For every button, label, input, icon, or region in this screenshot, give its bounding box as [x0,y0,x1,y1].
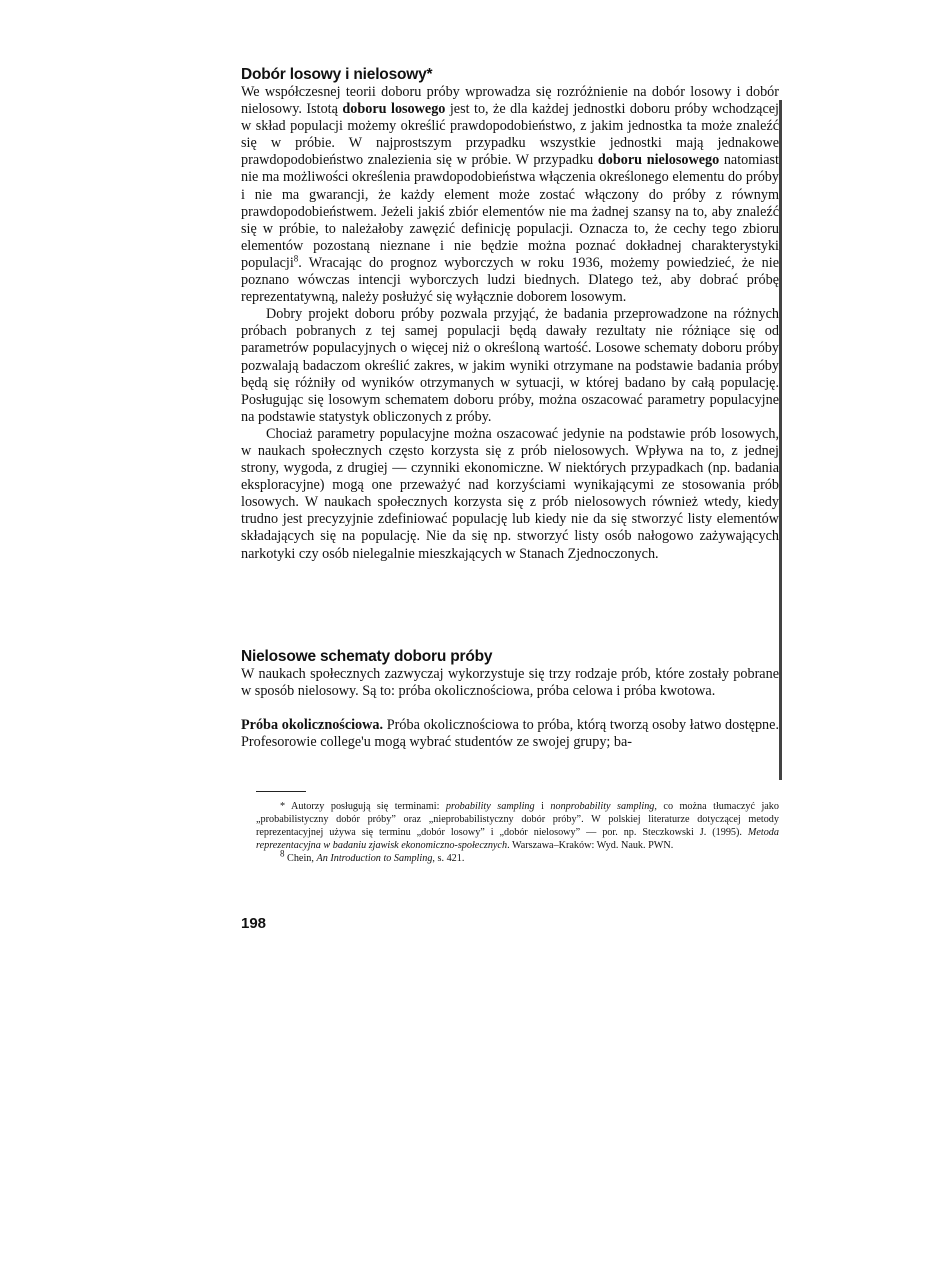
term-random-sampling: doboru losowego [342,101,446,118]
footnote-ref-8: 8 [293,253,299,264]
paragraph-intro: W naukach społecznych zazwyczaj wykorzystuje się trzy rodzaje prób, które zostały pobrane w sposób nielosowy. Są to: próba okolicznościowa, próba celowa i próba kwotowa. [241,666,779,700]
term-convenience-sample: Próba okolicznościowa. [241,717,384,734]
footnotes [256,800,779,865]
section-heading: Dobór losowy i nielosowy* [241,66,433,83]
term-nonrandom-sampling: doboru nielosowego [597,152,720,169]
page-number: 198 [241,915,267,932]
section-nonrandom-schemes [241,648,779,751]
paragraph-3: Chociaż parametry populacyjne można oszacować jedynie na podstawie prób losowych, w naukach społecznych często korzysta się z prób nielosowych. Wpływa na to, z jednej strony, wygoda, z drugiej — czynniki ekonomiczne. W niektórych przypadkach (np. badania eksploracyjne) mogą one przeważyć nad korzyściami wynikającymi ze stosowania prób losowych. W naukach społecznych korzysta się z prób nielosowych również wtedy, kiedy trudno jest precyzyjnie zdefiniować populację lub kiedy nie da się stworzyć listy elementów składających się na populację. Nie da się np. stworzyć listy osób nałogowo zażywających narkotyki czy osób nielegalnie mieszkających w Stanach Zjednoczonych. [241,425,779,562]
footnote-asterisk: * Autorzy posługują się terminami: probability sampling i nonprobability sampling, co można tłumaczyć jako „probabilistyczny dobór próby” oraz „nieprobabilistyczny dobór próby”. W polskiej literaturze dotyczącej metody reprezentacyjnej używa się terminu „dobór losowy” i „dobór nielosowy” — por. np. Steczkowski J. (1995). Metoda reprezentacyjna w badaniu zjawisk ekonomiczno-społecznych. Warszawa–Kraków: Wyd. Nauk. PWN. [256,801,779,851]
paragraph-convenience-sample: Próba okolicznościowa. Próba okolicznościowa to próba, którą tworzą osoby łatwo dostępne. Profesorowie college'u mogą wybrać studentów ze swojej grupy; ba- [241,717,779,751]
paragraph-1: We współczesnej teorii doboru próby wprowadza się rozróżnienie na dobór losowy i dobór nielosowy. Istotą doboru losowego jest to, że dla każdej jednostki doboru próby wchodzącej w skład populacji możemy określić prawdopodobieństwo, z jakim jednostka ta może znaleźć się w próbie. W najprostszym przypadku wszystkie jednostki mają jednakowe prawdopodobieństwo znalezienia się w próbie. W przypadku doboru nielosowego natomiast nie ma możliwości określenia prawdopodobieństwa włączenia określonego elementu do próby i nie ma gwarancji, że każdy element może zostać włączony do próby z równym prawdopodobieństwem. Jeżeli jakiś zbiór elementów nie ma żadnej szansy na to, aby znaleźć się w próbie, to należałoby zawęzić definicję populacji. Oznacza to, że cechy tego zbioru elementów pozostaną nieznane i nie będzie można poznać dokładnej charakterystyki populacji$^8$. Wracając do prognoz wyborczych w roku 1936, możemy powiedzieć, że nie poznano wówczas intencji wyborczych ludzi biednych. Dlatego też, aby dobrać próbę reprezentatywną, należy posłużyć się wyłącznie doborem losowym. [241,84,780,306]
footnote-8: $^8$ Chein, An Introduction to Sampling, s. 421. [280,848,465,864]
section-random-sampling [241,66,779,563]
paragraph-2: Dobry projekt doboru próby pozwala przyjąć, że badania przeprowadzone na różnych próbach pobranych z tej samej populacji będą dawały rezultaty nie różniące się od parametrów populacyjnych o więcej niż o określoną wartość. Losowe schematy doboru próby pozwalają badaczom określić zakres, w jakim wyniki otrzymane na podstawie badania próby będą się różniły od wyników otrzymanych w sytuacji, w której badano by całą populację. Posługując się losowym schematem doboru próby, można oszacować parametry populacyjne na podstawie statystyk obliczonych z próby. [241,306,779,425]
footnote-divider [256,791,306,792]
margin-bar [779,100,782,780]
section-heading: Nielosowe schematy doboru próby [241,648,493,665]
